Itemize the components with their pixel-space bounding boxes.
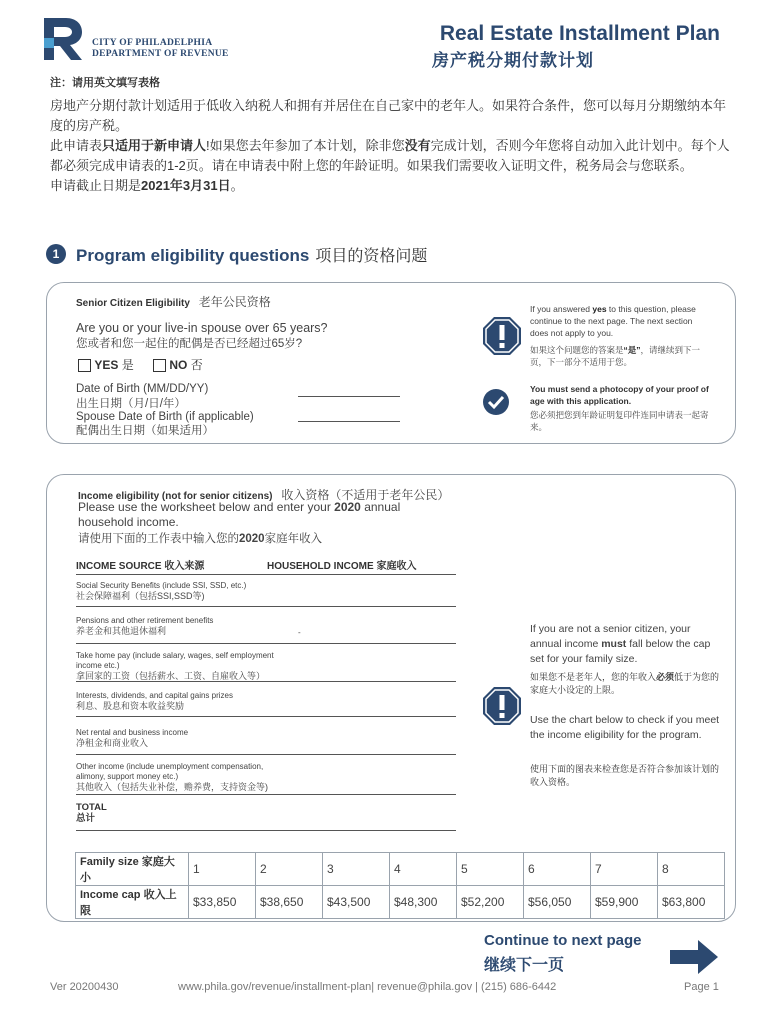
income-source-header: INCOME SOURCE 收入来源 <box>76 561 205 572</box>
income-aside-1: If you are not a senior citizen, your annual income must fall below the cap set for your family size. <box>530 623 711 665</box>
table-cell: $56,050 <box>524 886 591 919</box>
income-aside-2-zh: 使用下面的图表来检查您是否符合参加该计划的收入资格。 <box>530 764 720 787</box>
table-cell: 7 <box>591 853 658 886</box>
income-row-other[interactable]: Other income (include unemployment compensation, alimony, support money etc.) 其他收入（包括失业补偿，赡养费，支持资金等) <box>76 762 456 795</box>
senior-yes-option[interactable]: YES 是 <box>78 356 134 373</box>
table-cell: 1 <box>189 853 256 886</box>
income-row-total[interactable]: TOTAL 总计 <box>76 802 456 831</box>
yes-checkbox[interactable] <box>78 359 91 372</box>
spouse-dob-field[interactable] <box>298 421 400 422</box>
continue-label-zh: 继续下一页 <box>484 957 565 974</box>
income-row-pensions[interactable]: Pensions and other retirement benefits 养老金和其他退休福利 - <box>76 616 456 644</box>
income-aside-2: Use the chart below to check if you meet the income eligibility for the program. <box>530 714 720 741</box>
income-cap-label: Income cap 收入上限 <box>76 886 189 919</box>
intro-deadline: 申请截止日期是2021年3月31日。 <box>50 178 244 193</box>
table-cell: $59,900 <box>591 886 658 919</box>
table-cell: 4 <box>390 853 457 886</box>
income-cap-table <box>75 852 725 919</box>
spouse-dob-label-zh: 配偶出生日期（如果适用） <box>76 425 214 437</box>
version-label: Ver 20200430 <box>50 981 119 993</box>
section-number-badge: 1 <box>46 244 66 264</box>
logo-line2: DEPARTMENT OF REVENUE <box>92 49 229 59</box>
income-instructions-zh: 请使用下面的工作表中输入您的2020家庭年收入 <box>78 533 323 545</box>
page-title: Real Estate Installment Plan <box>439 22 720 45</box>
senior-aside-2: You must send a photocopy of your proof of age with this application. <box>530 384 709 406</box>
intro-text <box>50 96 730 196</box>
table-cell: 8 <box>658 853 725 886</box>
dob-label: Date of Birth (MM/DD/YY) <box>76 383 209 395</box>
table-cell: $52,200 <box>457 886 524 919</box>
checkmark-icon <box>483 389 509 415</box>
senior-question-zh: 您或者和您一起住的配偶是否已经超过65岁? <box>76 338 303 350</box>
alert-icon <box>482 316 522 356</box>
senior-aside-1-zh: 如果这个问题您的答案是“是”，请继续到下一页，下一部分不适用于您。 <box>530 345 701 367</box>
table-cell: 6 <box>524 853 591 886</box>
next-arrow-icon[interactable] <box>670 940 718 974</box>
table-cell: $38,650 <box>256 886 323 919</box>
intro-paragraph-2: 此申请表只适用于新申请人!如果您去年参加了本计划，除非您没有完成计划，否则今年您将自动加入此计划中。每个人都必须完成申请表的1-2页。请在申请表中附上您的年龄证明。如果我们需要收入证明文件，税务局会与您联系。 <box>50 138 730 173</box>
senior-aside-2-zh: 您必须把您到年龄证明复印件连同申请表一起寄来。 <box>530 410 709 432</box>
income-row-take-home-pay[interactable]: Take home pay (include salary, wages, self employment income etc.) 拿回家的工资（包括薪水、工资、自雇收入等） <box>76 651 456 682</box>
continue-label: Continue to next page <box>484 932 642 949</box>
city-logo-icon <box>44 18 82 60</box>
logo-text <box>92 38 229 60</box>
income-instructions: Please use the worksheet below and enter your 2020 annual household income. <box>78 500 401 529</box>
section-title: Program eligibility questions 项目的资格问题 <box>76 246 428 265</box>
page-number: Page 1 <box>684 981 719 993</box>
dob-field[interactable] <box>298 396 400 397</box>
income-label: Income eligibility (not for senior citizens) 收入资格（不适用于老年公民） <box>78 488 450 502</box>
logo-line1: CITY OF PHILADELPHIA <box>92 38 213 48</box>
table-cell: $48,300 <box>390 886 457 919</box>
no-checkbox[interactable] <box>153 359 166 372</box>
table-cell: $33,850 <box>189 886 256 919</box>
income-row-social-security[interactable]: Social Security Benefits (include SSI, SSD, etc.) 社会保障福利（包括SSI,SSD等) <box>76 581 456 607</box>
household-income-header: HOUSEHOLD INCOME 家庭收入 <box>267 561 417 572</box>
table-cell: 2 <box>256 853 323 886</box>
table-cell: $63,800 <box>658 886 725 919</box>
table-cell: $43,500 <box>323 886 390 919</box>
intro-paragraph-1: 房地产分期付款计划适用于低收入纳税人和拥有并居住在自己家中的老年人。如果符合条件，您可以每月分期缴纳本年度的房产税。 <box>50 98 727 133</box>
senior-no-option[interactable]: NO 否 <box>153 356 203 373</box>
income-aside-1-zh: 如果您不是老年人，您的年收入必须低于为您的家庭大小设定的上限。 <box>530 672 720 695</box>
income-table-header <box>76 557 456 575</box>
dob-label-zh: 出生日期（月/日/年） <box>76 398 186 410</box>
spouse-dob-label: Spouse Date of Birth (if applicable) <box>76 411 254 423</box>
table-cell: 3 <box>323 853 390 886</box>
contact-info: www.phila.gov/revenue/installment-plan| revenue@phila.gov | (215) 686-6442 <box>178 981 557 993</box>
income-row-interest[interactable]: Interests, dividends, and capital gains prizes 利息、股息和资本收益奖励 <box>76 691 456 717</box>
family-size-row <box>76 853 725 886</box>
page-title-zh: 房产税分期付款计划 <box>432 51 594 70</box>
income-cap-row <box>76 886 725 919</box>
table-cell: 5 <box>457 853 524 886</box>
senior-aside-1: If you answered yes to this question, please continue to the next page. The next section does not apply to you. <box>530 304 696 338</box>
income-row-rental[interactable]: Net rental and business income 净租金和商业收入 <box>76 728 456 755</box>
form-note: 注：请用英文填写表格 <box>50 77 160 89</box>
alert-icon <box>482 686 522 726</box>
senior-label: Senior Citizen Eligibility 老年公民资格 <box>76 295 271 309</box>
senior-question: Are you or your live-in spouse over 65 years? <box>76 321 328 335</box>
family-size-label: Family size 家庭大小 <box>76 853 189 886</box>
